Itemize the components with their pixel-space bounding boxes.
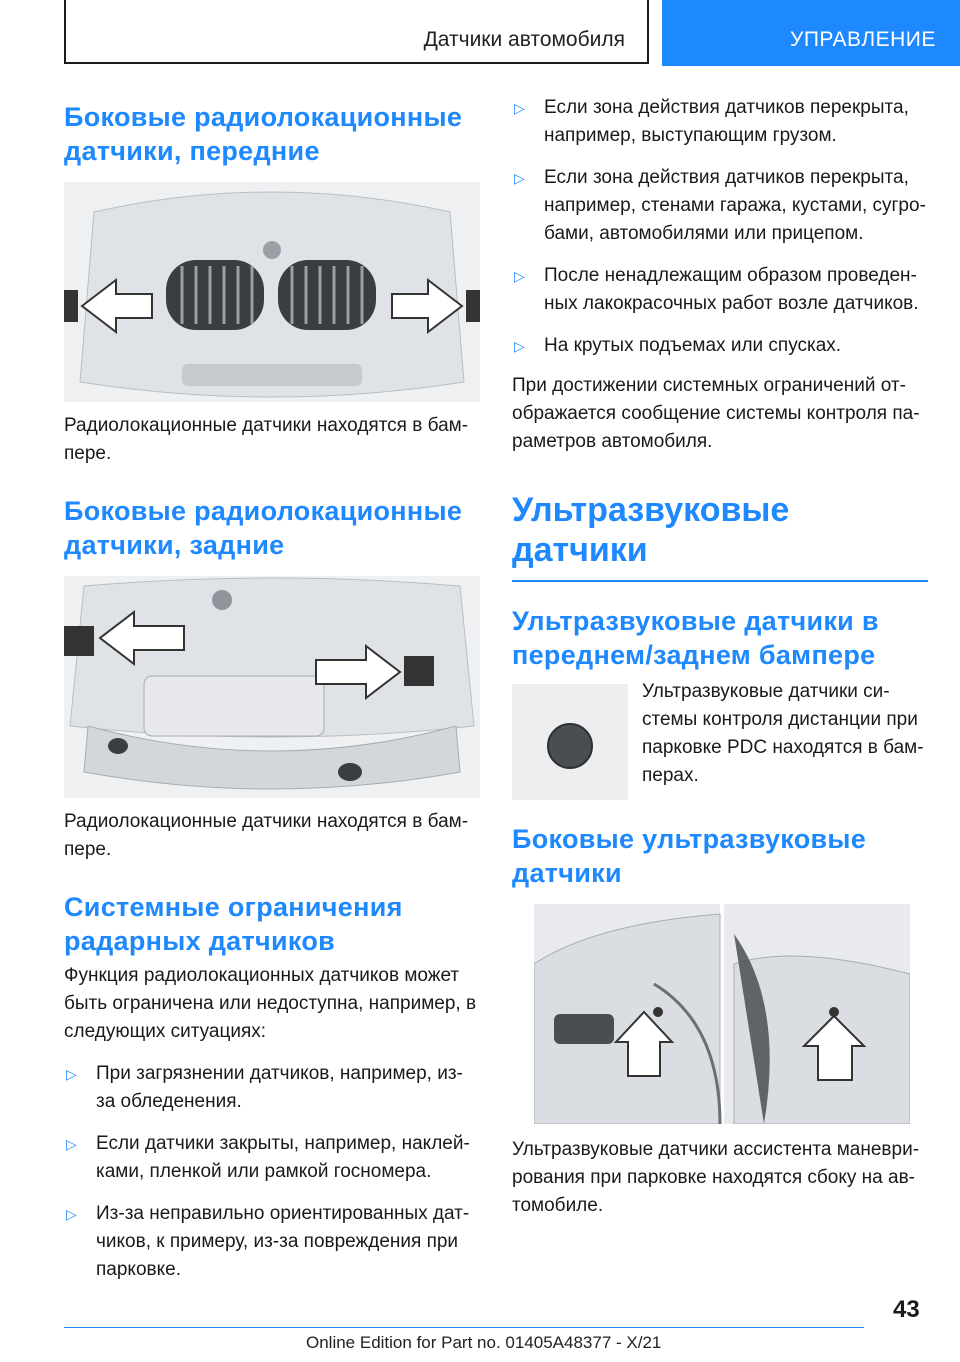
header-chapter: Датчики автомобиля — [423, 28, 625, 51]
header-section-tab — [662, 0, 960, 66]
heading-ultrasonic-front-rear: Ультразвуковые датчики в переднем/заднем бампере — [512, 606, 879, 670]
pdc-sensor-block — [512, 681, 928, 800]
caption-side-ultrasonic: Ультразвуковые датчики ассистента маневрирования при парковке находятся сбоку на автомобиле. — [512, 1139, 920, 1216]
heading-rear-radar: Боковые радиолокационные датчики, задние — [64, 496, 463, 560]
chapter-heading-ultrasonic: Ультразвуковые датчики — [512, 490, 928, 582]
pdc-sensor-image — [512, 684, 628, 800]
list-item: ▷ При загрязнении датчиков, например, из-за обледенения. — [64, 1060, 480, 1116]
heading-radar-limits: Системные ограничения радарных датчиков — [64, 892, 403, 956]
bullet-triangle-icon: ▷ — [514, 170, 525, 186]
front-bumper-image — [64, 182, 480, 402]
header-section: УПРАВЛЕНИЕ — [790, 28, 936, 51]
list-item: ▷ Если зона действия датчиков перекрыта, например, выступающим грузом. — [512, 94, 928, 150]
page-number: 43 — [893, 1296, 920, 1323]
bullet-triangle-icon: ▷ — [66, 1066, 77, 1082]
footer-edition: Online Edition for Part no. 01405A48377 - X/21 — [306, 1333, 662, 1352]
header-chapter-box — [64, 0, 649, 64]
limits-message-text: При достижении системных ограничений отображается сообщение системы контроля параметров автомобиля. — [512, 375, 920, 452]
bullet-triangle-icon: ▷ — [514, 268, 525, 284]
caption-front-radar: Радиолокационные датчики находятся в бампере. — [64, 415, 469, 464]
side-sensors-image — [534, 904, 910, 1124]
heading-ultrasonic-side: Боковые ультразвуковые датчики — [512, 824, 867, 888]
footer-divider — [64, 1327, 864, 1328]
bullet-triangle-icon: ▷ — [514, 100, 525, 116]
pdc-sensor-text: Ультразвуковые датчики системы контроля дистанции при парковке PDC находятся в бамперах. — [642, 681, 924, 786]
rear-bumper-image — [64, 576, 480, 798]
list-item: ▷ Если зона действия датчиков перекрыта, например, стенами гаража, кустами, сугробами, автомобилями или прицепом. — [512, 164, 928, 248]
list-item: ▷ На крутых подъемах или спусках. — [512, 332, 928, 360]
caption-rear-radar: Радиолокационные датчики находятся в бампере. — [64, 811, 469, 860]
bullet-triangle-icon: ▷ — [66, 1206, 77, 1222]
heading-front-radar: Боковые радиолокационные датчики, передние — [64, 102, 463, 166]
list-item: ▷ Из-за неправильно ориентированных датчиков, к примеру, из-за повреждения при парковке. — [64, 1200, 480, 1284]
right-column — [512, 94, 928, 1220]
bullet-triangle-icon: ▷ — [514, 338, 525, 354]
bullet-triangle-icon: ▷ — [66, 1136, 77, 1152]
limits-intro: Функция радиолокационных датчиков может быть ограничена или недоступна, например, в следующих ситуациях: — [64, 965, 477, 1042]
left-column — [64, 100, 480, 1284]
list-item: ▷ После ненадлежащим образом проведенных лакокрасочных работ возле датчиков. — [512, 262, 928, 318]
list-item: ▷ Если датчики закрыты, например, наклейками, пленкой или рамкой госномера. — [64, 1130, 480, 1186]
